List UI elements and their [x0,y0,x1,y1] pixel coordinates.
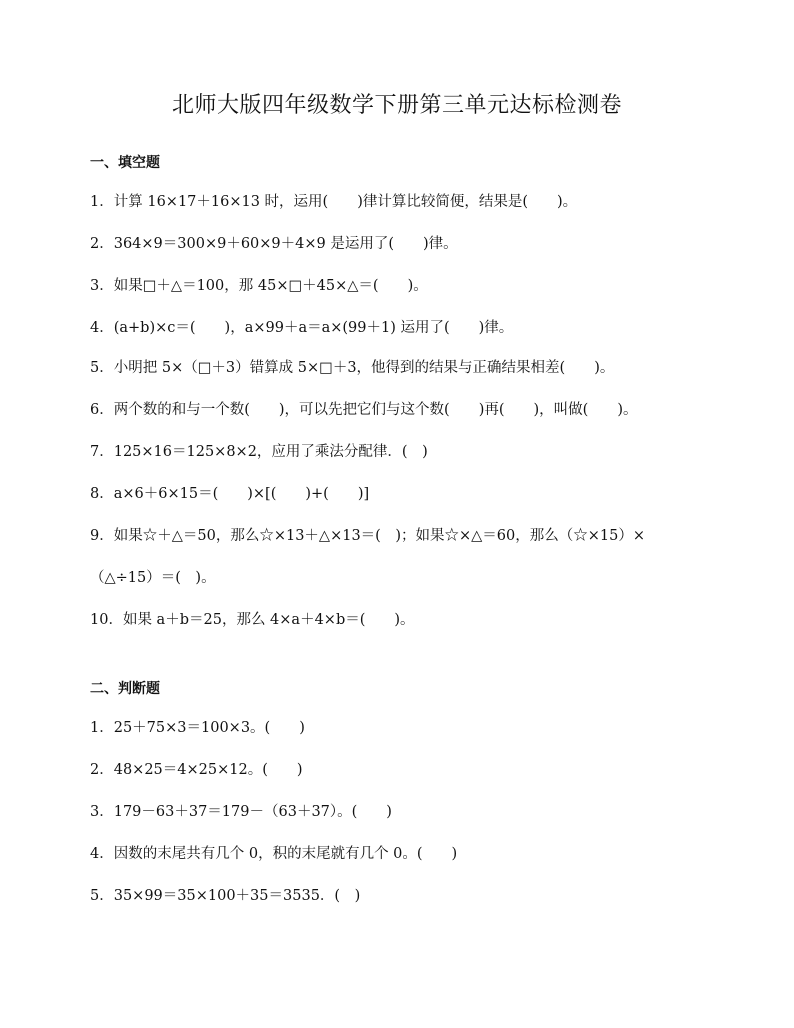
question-text: 如果□＋△＝100，那 45×□＋45×△＝( )。 [113,278,428,294]
question-text: 因数的末尾共有几个 0，积的末尾就有几个 0。( ) [113,846,458,862]
question-number: 4． [90,846,114,862]
question-number: 3． [90,804,114,820]
question-item [90,192,577,212]
question-text: 25＋75×3＝100×3。( ) [113,720,305,736]
section-heading-fill-in: 一、填空题 [90,155,160,171]
question-item [90,802,392,822]
question-number: 8． [90,486,114,502]
question-item [90,760,303,780]
question-item [90,718,305,738]
question-item [90,358,614,378]
question-text: 如果 a＋b＝25，那么 4×a＋4×b＝( )。 [122,612,415,628]
question-text: 48×25＝4×25×12。( ) [113,762,303,778]
question-item [90,484,369,504]
question-number: 1． [90,194,114,210]
question-text: 两个数的和与一个数( )，可以先把它们与这个数( )再( )，叫做( )。 [113,402,638,418]
question-item [90,844,457,864]
question-text: 小明把 5×（□＋3）错算成 5×□＋3，他得到的结果与正确结果相差( )。 [113,360,615,376]
question-number: 1． [90,720,114,736]
question-number: 6． [90,402,114,418]
question-item [90,610,415,630]
question-text: 364×9＝300×9＋60×9＋4×9 是运用了( )律。 [113,236,458,252]
question-number: 3． [90,278,114,294]
question-number: 2． [90,236,114,252]
question-item [90,234,458,254]
question-item [90,400,638,420]
question-number: 2． [90,762,114,778]
page-title: 北师大版四年级数学下册第三单元达标检测卷 [171,93,622,118]
question-text: 125×16＝125×8×2，应用了乘法分配律．( ) [113,444,428,460]
question-text: a×6＋6×15＝( )×[( )+( )] [113,486,370,502]
question-text: 计算 16×17＋16×13 时，运用( )律计算比较简便，结果是( )。 [113,194,578,210]
question-text: 179－63＋37＝179－（63＋37）。( ) [113,804,392,820]
question-item [90,276,428,296]
question-number: 7． [90,444,114,460]
question-text: 35×99＝35×100＋35＝3535．( ) [113,888,361,904]
question-number: 9． [90,528,114,544]
section-heading-true-false: 二、判断题 [90,681,160,697]
question-text: 如果☆＋△＝50，那么☆×13＋△×13＝( )；如果☆×△＝60，那么（☆×15）×（△÷15）＝( )。 [90,528,646,586]
question-item [90,515,700,599]
question-number: 4． [90,320,114,336]
question-text: (a+b)×c＝( )，a×99＋a＝a×(99＋1) 运用了( )律。 [113,320,514,336]
question-item [90,318,513,338]
question-item [90,886,360,906]
question-item [90,442,428,462]
question-number: 5． [90,888,114,904]
question-number: 10． [90,612,123,628]
question-number: 5． [90,360,114,376]
